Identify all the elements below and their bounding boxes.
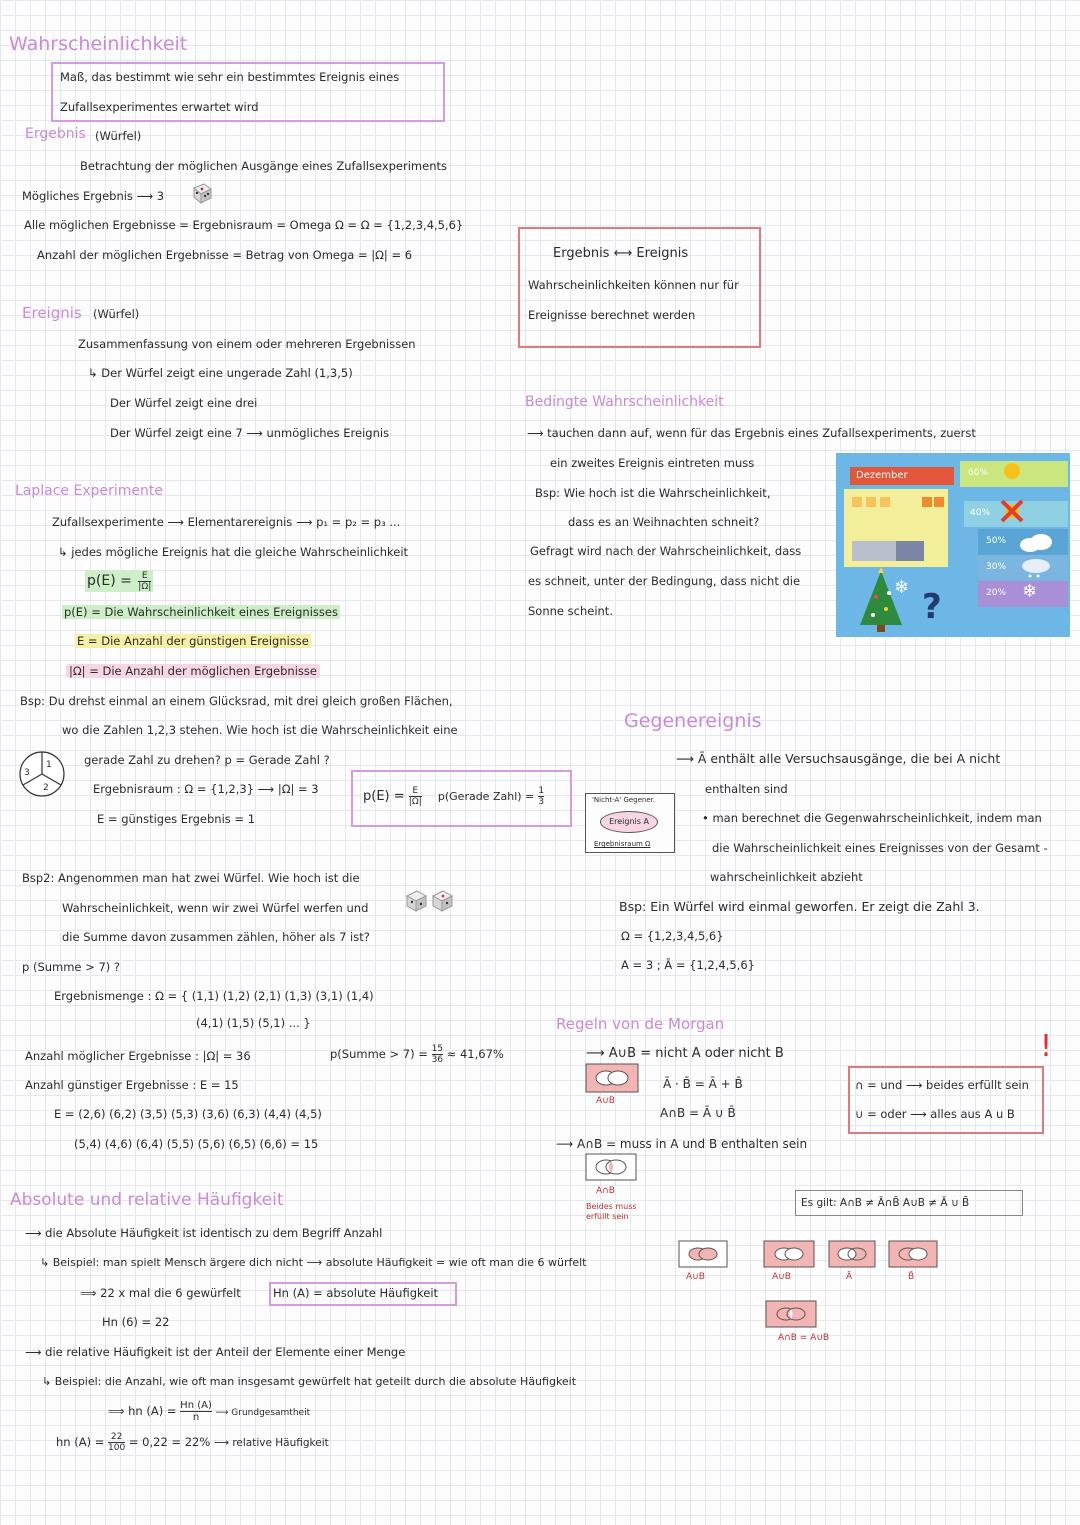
laplace-heading: Laplace Experimente — [15, 483, 163, 499]
christmas-weather-illustration — [836, 453, 1070, 637]
bedingte-line-5: Gefragt wird nach der Wahrscheinlichkeit, dass — [530, 544, 802, 558]
wheel-label-2: 2 — [43, 783, 49, 793]
redbox-line-2: Wahrscheinlichkeiten können nur für — [528, 278, 739, 292]
weather-label-40: 40% — [970, 508, 991, 518]
venn-intersection-note-1: Beides muss — [586, 1202, 637, 1211]
wheel-label-1: 1 — [46, 760, 52, 770]
haeufig-line-4: Hn (6) = 22 — [102, 1315, 170, 1329]
bsp2-probability: p(Summe > 7) = $\frac{15}{36}$ ≈ 41,67% — [330, 1044, 504, 1065]
gegen-diagram-bottom: Ergebnisraum Ω — [594, 840, 651, 848]
and-or-line-2: ∪ = oder ⟶ alles aus A u B — [855, 1107, 1015, 1121]
cloud-icon — [1016, 531, 1056, 553]
ereignis-line-2: ↳ Der Würfel zeigt eine ungerade Zahl (1,3,5) — [88, 366, 353, 380]
weather-label-30: 30% — [986, 562, 1007, 572]
bedingte-line-7: Sonne scheint. — [528, 604, 613, 618]
venn-row-1-label: A∪B — [686, 1272, 705, 1282]
venn-row-2-icon — [763, 1240, 815, 1268]
venn-bottom-icon — [765, 1300, 817, 1328]
ergebnis-line-3: Alle möglichen Ergebnisse = Ergebnisraum = Omega Ω = Ω = {1,2,3,4,5,6} — [24, 218, 464, 232]
question-mark: ? — [922, 587, 942, 627]
gegen-line-5: wahrscheinlichkeit abzieht — [710, 870, 863, 884]
and-or-line-1: ∩ = und ⟶ beides erfüllt sein — [855, 1078, 1029, 1092]
venn-row-1-icon — [678, 1240, 728, 1268]
haeufig-line-6: ↳ Beispiel: die Anzahl, wie oft man insgesamt gewürfelt hat geteilt durch die absolute Häufigkeit — [42, 1375, 577, 1388]
laplace-def-2: E = Die Anzahl der günstigen Ereignisse — [77, 634, 309, 648]
haeufig-line-1: ⟶ die Absolute Häufigkeit ist identisch zu dem Begriff Anzahl — [25, 1226, 383, 1240]
venn-row-3-icon — [828, 1240, 876, 1268]
sun-icon — [998, 457, 1026, 485]
ergebnis-line-4: Anzahl der möglichen Ergebnisse = Betrag von Omega = |Ω| = 6 — [37, 248, 413, 262]
venn-row-3-label: Ā — [846, 1272, 853, 1282]
haeufig-heading: Absolute und relative Häufigkeit — [10, 1190, 284, 1210]
gegen-diagram-ellipse: Ereignis A — [600, 811, 658, 833]
morgan-line-1: ⟶ A∪B = nicht A oder nicht B — [586, 1046, 784, 1061]
gegen-line-2: enthalten sind — [705, 782, 788, 796]
ergebnis-sub: (Würfel) — [95, 129, 142, 143]
weather-label-60: 60% — [968, 468, 989, 478]
haeufig-formula-1: ⟹ hn (A) = $\frac{Hn (A)}{n}$ ⟶ Grundgesamtheit — [108, 1400, 311, 1423]
laplace-example-3: gerade Zahl zu drehen? p = Gerade Zahl ? — [84, 753, 330, 767]
haeufig-line-2: ↳ Beispiel: man spielt Mensch ärgere dich nicht ⟶ absolute Häufigkeit = wie oft man die 6 würfelt — [40, 1256, 587, 1269]
weather-label-50: 50% — [986, 536, 1007, 546]
bsp2-line-1: Bsp2: Angenommen man hat zwei Würfel. Wie hoch ist die — [22, 871, 360, 885]
ereignis-sub: (Würfel) — [93, 307, 140, 321]
ergebnis-line-1: Betrachtung der möglichen Ausgänge eines Zufallsexperiments — [80, 159, 448, 173]
ergebnis-line-2: Mögliches Ergebnis ⟶ 3 — [22, 189, 165, 203]
wheel-of-fortune-icon — [12, 748, 72, 800]
bsp2-line-10: (5,4) (4,6) (6,4) (5,5) (5,6) (6,5) (6,6) = 15 — [74, 1137, 319, 1151]
bsp2-line-2: Wahrscheinlichkeit, wenn wir zwei Würfel werfen und — [62, 901, 369, 915]
redbox-line-3: Ereignisse berechnet werden — [528, 308, 696, 322]
laplace-num: E — [138, 571, 151, 582]
page-title: Wahrscheinlichkeit — [9, 33, 188, 55]
bsp2-line-6: (4,1) (1,5) (5,1) ... } — [196, 1016, 311, 1030]
venn-bottom-label: A∩B = A∪B — [778, 1333, 830, 1343]
gegen-line-1: ⟶ Ā enthält alle Versuchsausgänge, die bei A nicht — [676, 751, 1001, 766]
definition-line-1: Maß, das bestimmt wie sehr ein bestimmtes Ereignis eines — [60, 70, 400, 84]
cross-icon — [998, 497, 1026, 525]
laplace-line-1: Zufallsexperimente ⟶ Elementarereignis ⟶ p₁ = p₂ = p₃ ... — [52, 515, 401, 529]
haeufig-formula-2: hn (A) = $\frac{22}{100}$ = 0,22 = 22% ⟶ relative Häufigkeit — [56, 1432, 329, 1453]
gegen-diagram-top: 'Nicht-A' Gegener. — [592, 796, 656, 804]
bsp2-line-9: E = (2,6) (6,2) (3,5) (5,3) (3,6) (6,3) (4,4) (4,5) — [54, 1107, 322, 1121]
wheel-label-3: 3 — [24, 768, 30, 778]
bedingte-line-1: ⟶ tauchen dann auf, wenn für das Ergebnis eines Zufallsexperiments, zuerst — [527, 426, 976, 440]
laplace-example-1: Bsp: Du drehst einmal an einem Glücksrad, mit drei gleich großen Flächen, — [20, 694, 453, 708]
snow-icon: ❄ — [1022, 581, 1038, 602]
ereignis-line-4: Der Würfel zeigt eine 7 ⟶ unmögliches Ereignis — [110, 426, 390, 440]
venn-row-2-label: A∪B — [772, 1272, 791, 1282]
snowflake-icon: ❄ — [894, 577, 910, 598]
haeufig-line-3: ⟹ 22 x mal die 6 gewürfelt — [80, 1286, 241, 1300]
gegen-line-8: A = 3 ; Ā = {1,2,4,5,6} — [621, 958, 755, 972]
gegen-line-6: Bsp: Ein Würfel wird einmal geworfen. Er zeigt die Zahl 3. — [619, 899, 980, 914]
bsp2-line-3: die Summe davon zusammen zählen, höher als 7 ist? — [62, 930, 370, 944]
venn-union-label: A∪B — [596, 1096, 615, 1106]
laplace-result: p(E) = $\frac{E}{|\Omega|}$ p(Gerade Zahl) = $\frac{1}{3}$ — [363, 786, 545, 807]
bsp2-line-4: p (Summe > 7) ? — [22, 960, 121, 974]
bedingte-line-6: es schneit, unter der Bedingung, dass nicht die — [528, 574, 801, 588]
haeufig-line-5: ⟶ die relative Häufigkeit ist der Anteil der Elemente einer Menge — [25, 1345, 406, 1359]
definition-line-2: Zufallsexperimentes erwartet wird — [60, 100, 259, 114]
morgan-line-3: A∩B = Ā ∪ B̄ — [660, 1106, 736, 1120]
ereignis-heading: Ereignis — [22, 304, 82, 322]
laplace-example-4: Ergebnisraum : Ω = {1,2,3} ⟶ |Ω| = 3 — [93, 782, 319, 796]
laplace-def-1: p(E) = Die Wahrscheinlichkeit eines Ereignisses — [64, 605, 338, 619]
es-gilt-text: Es gilt: A∩B ≠ Ā∩B̄ A∪B ≠ Ā ∪ B̄ — [801, 1197, 970, 1209]
laplace-example-5: E = günstiges Ergebnis = 1 — [97, 812, 256, 826]
venn-intersection-label: A∩B — [596, 1186, 615, 1196]
two-dice-icon — [404, 888, 456, 914]
venn-row-4-label: B̄ — [908, 1272, 915, 1282]
bsp2-line-5: Ergebnismenge : Ω = { (1,1) (1,2) (2,1) (1,3) (3,1) (1,4) — [54, 989, 374, 1003]
gegen-line-4: die Wahrscheinlichkeit eines Ereignisses von der Gesamt - — [712, 841, 1048, 855]
venn-union-icon — [585, 1063, 639, 1093]
dice-icon — [190, 181, 214, 205]
exclamation-mark: ! — [1040, 1029, 1053, 1064]
redbox-line-1: Ergebnis ⟷ Ereignis — [553, 246, 689, 261]
laplace-line-2: ↳ jedes mögliche Ereignis hat die gleiche Wahrscheinlichkeit — [58, 545, 409, 559]
laplace-def-3: |Ω| = Die Anzahl der möglichen Ergebnisse — [66, 664, 320, 678]
bedingte-line-2: ein zweites Ereignis eintreten muss — [550, 456, 755, 470]
morgan-heading: Regeln von de Morgan — [556, 1015, 725, 1033]
weather-label-20: 20% — [986, 588, 1007, 598]
laplace-formula: p(E) = $\frac{E}{|\Omega|}$ — [87, 570, 152, 592]
haeufig-abs-box-text: Hn (A) = absolute Häufigkeit — [273, 1286, 439, 1300]
ereignis-line-1: Zusammenfassung von einem oder mehreren Ergebnissen — [78, 337, 416, 351]
ergebnis-heading: Ergebnis — [25, 126, 86, 142]
bedingte-line-3: Bsp: Wie hoch ist die Wahrscheinlichkeit, — [535, 486, 771, 500]
venn-row-4-icon — [888, 1240, 938, 1268]
gegen-heading: Gegenereignis — [624, 710, 762, 732]
gegen-line-7: Ω = {1,2,3,4,5,6} — [621, 929, 724, 943]
bedingte-line-4: dass es an Weihnachten schneit? — [568, 515, 760, 529]
bedingte-heading: Bedingte Wahrscheinlichkeit — [525, 394, 724, 410]
calendar-header: Dezember — [850, 467, 954, 485]
morgan-line-4: ⟶ A∩B = muss in A und B enthalten sein — [556, 1137, 808, 1151]
laplace-den: |Ω| — [138, 581, 152, 592]
venn-intersection-note-2: erfüllt sein — [586, 1212, 629, 1221]
rain-cloud-icon — [1016, 557, 1056, 579]
and-or-box — [848, 1066, 1044, 1134]
bsp2-line-8: Anzahl günstiger Ergebnisse : E = 15 — [25, 1078, 239, 1092]
gegen-line-3: • man berechnet die Gegenwahrscheinlichkeit, indem man — [702, 811, 1042, 825]
morgan-line-2: Ā · B̄ = Ā + B̄ — [663, 1077, 743, 1091]
gegen-diagram — [585, 793, 675, 853]
bsp2-line-7: Anzahl möglicher Ergebnisse : |Ω| = 36 — [25, 1049, 251, 1063]
ereignis-line-3: Der Würfel zeigt eine drei — [110, 396, 258, 410]
venn-intersection-icon — [585, 1153, 637, 1181]
laplace-example-2: wo die Zahlen 1,2,3 stehen. Wie hoch ist die Wahrscheinlichkeit eine — [62, 723, 458, 737]
